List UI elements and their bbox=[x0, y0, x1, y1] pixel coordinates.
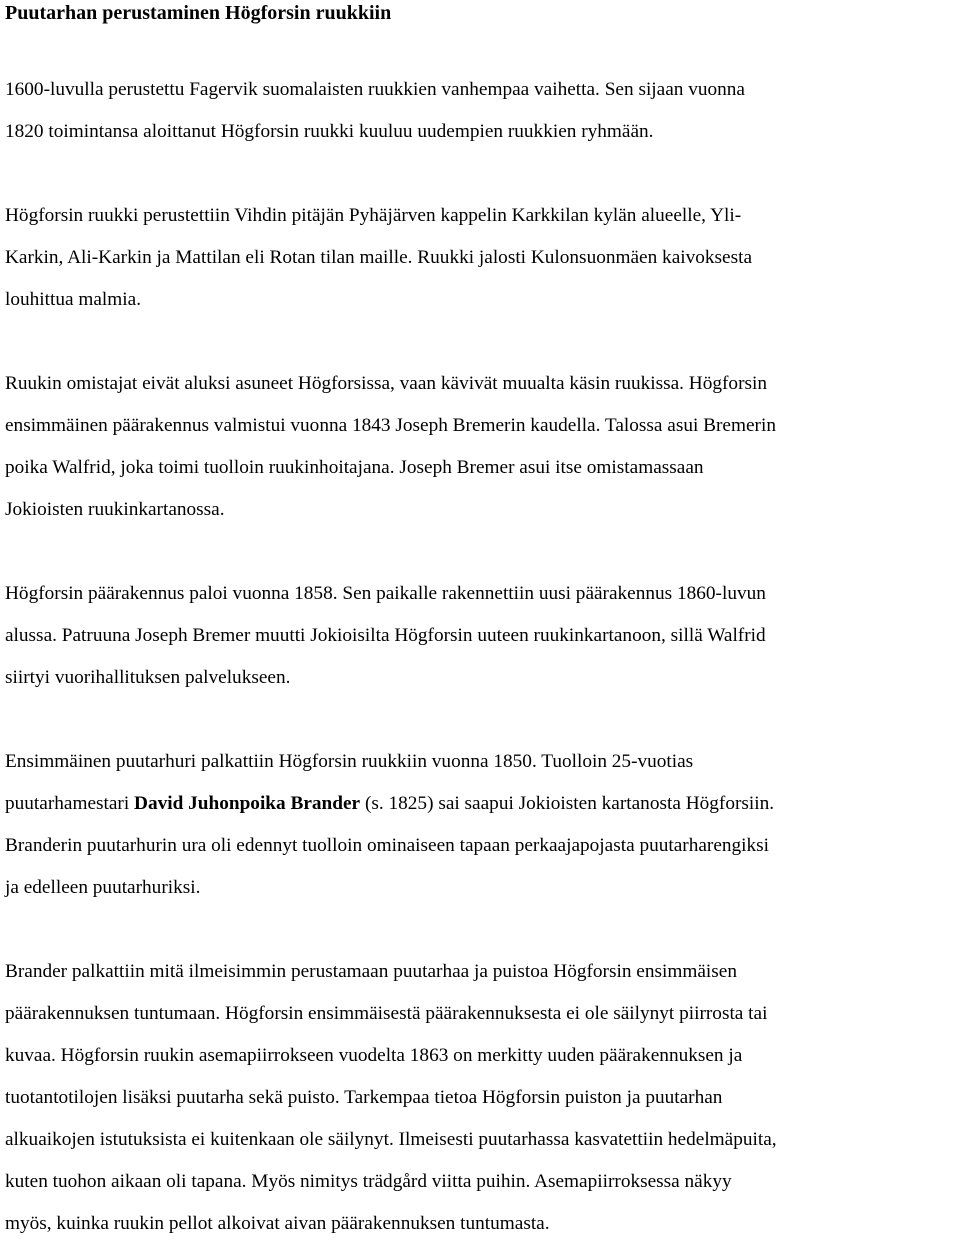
text-line: kuvaa. Högforsin ruukin asemapiirrokseen vuodelta 1863 on merkitty uuden päärakennuksen ja bbox=[5, 1045, 743, 1066]
text-line: Ensimmäinen puutarhuri palkattiin Högforsin ruukkiin vuonna 1850. Tuolloin 25-vuotias bbox=[5, 751, 694, 772]
paragraph-gardener bbox=[5, 741, 957, 909]
text-line: Jokioisten ruukinkartanossa. bbox=[5, 499, 225, 520]
text-line: 1820 toimintansa aloittanut Högforsin ruukki kuuluu uudempien ruukkien ryhmään. bbox=[5, 121, 654, 142]
text-line bbox=[5, 783, 957, 825]
text-line: siirtyi vuorihallituksen palvelukseen. bbox=[5, 667, 291, 688]
text-line: Högforsin päärakennus paloi vuonna 1858. Sen paikalle rakennettiin uusi päärakennus 1860-luvun bbox=[5, 583, 766, 604]
text-line: poika Walfrid, joka toimi tuolloin ruukinhoitajana. Joseph Bremer asui itse omistamassaan bbox=[5, 457, 704, 478]
paragraph-founding bbox=[5, 195, 957, 321]
person-name: David Juhonpoika Brander bbox=[134, 793, 361, 814]
text-line: ensimmäinen päärakennus valmistui vuonna 1843 Joseph Bremerin kaudella. Talossa asui Bremerin bbox=[5, 415, 776, 436]
text-line: Ruukin omistajat eivät aluksi asuneet Högforsissa, vaan kävivät muualta käsin ruukissa. Högforsin bbox=[5, 373, 767, 394]
text-line: alussa. Patruuna Joseph Bremer muutti Jokioisilta Högforsin uuteen ruukinkartanoon, sillä Walfrid bbox=[5, 625, 766, 646]
text-line: Branderin puutarhurin ura oli edennyt tuolloin ominaiseen tapaan perkaajapojasta puutarharengiksi bbox=[5, 835, 770, 856]
document-title: Puutarhan perustaminen Högforsin ruukkiin bbox=[5, 2, 392, 24]
document-page bbox=[5, 0, 957, 1245]
paragraph-fagervik bbox=[5, 69, 957, 153]
text-line: myös, kuinka ruukin pellot alkoivat aivan päärakennuksen tuntumasta. bbox=[5, 1213, 550, 1234]
text-span: puutarhamestari bbox=[5, 793, 135, 814]
text-line: Högforsin ruukki perustettiin Vihdin pitäjän Pyhäjärven kappelin Karkkilan kylän alueelle, Yli- bbox=[5, 205, 742, 226]
paragraph-fire bbox=[5, 573, 957, 699]
text-line: kuten tuohon aikaan oli tapana. Myös nimitys trädgård viitta puihin. Asemapiirroksessa näkyy bbox=[5, 1171, 732, 1192]
text-line: alkuaikojen istutuksista ei kuitenkaan ole säilynyt. Ilmeisesti puutarhassa kasvatettiin hedelmäpuita, bbox=[5, 1129, 777, 1150]
text-span: (s. 1825) sai saapui Jokioisten kartanosta Högforsiin. bbox=[360, 793, 775, 814]
text-line: 1600-luvulla perustettu Fagervik suomalaisten ruukkien vanhempaa vaihetta. Sen sijaan vuonna bbox=[5, 79, 745, 100]
text-line: Brander palkattiin mitä ilmeisimmin perustamaan puutarhaa ja puistoa Högforsin ensimmäisen bbox=[5, 961, 737, 982]
text-line: tuotantotilojen lisäksi puutarha sekä puisto. Tarkempaa tietoa Högforsin puiston ja puutarhan bbox=[5, 1087, 723, 1108]
paragraph-owners bbox=[5, 363, 957, 531]
text-line: päärakennuksen tuntumaan. Högforsin ensimmäisestä päärakennuksesta ei ole säilynyt piirrosta tai bbox=[5, 1003, 768, 1024]
text-line: louhittua malmia. bbox=[5, 289, 142, 310]
text-line: ja edelleen puutarhuriksi. bbox=[5, 877, 201, 898]
paragraph-garden-park bbox=[5, 951, 957, 1245]
text-line: Karkin, Ali-Karkin ja Mattilan eli Rotan tilan maille. Ruukki jalosti Kulonsuonmäen kaivoksesta bbox=[5, 247, 753, 268]
